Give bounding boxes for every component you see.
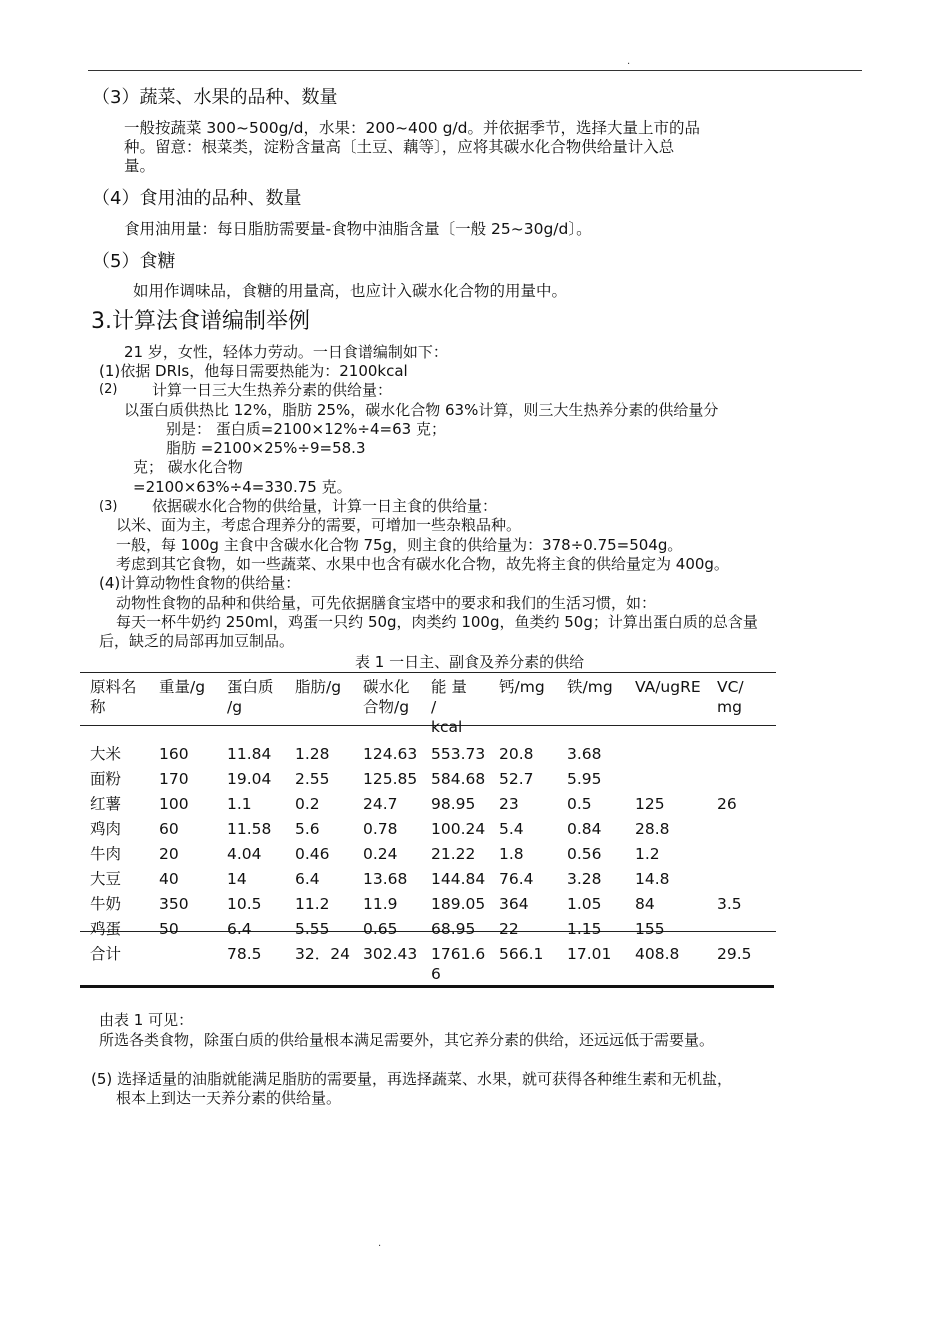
- table-cell: 3.28: [567, 870, 602, 888]
- example-step-3-text: 依据碳水化合物的供给量，计算一日主食的供给量：: [152, 497, 498, 515]
- table-cell: 0.46: [295, 845, 330, 863]
- table-cell: 76.4: [499, 870, 534, 888]
- table-cell: 11.9: [363, 895, 398, 913]
- table-total-cell: 29.5: [717, 945, 752, 963]
- example-line-6: 脂肪 =2100×25%÷9=58.3: [166, 439, 366, 457]
- table-header-cell: 合物/g: [363, 698, 410, 716]
- table-cell: 28.8: [635, 820, 670, 838]
- example-line-10: 以米、面为主，考虑合理养分的需要，可增加一些杂粮品种。: [116, 516, 522, 534]
- table-cell: 0.5: [567, 795, 592, 813]
- table-cell: 20.8: [499, 745, 534, 763]
- table-cell: 大豆: [90, 870, 122, 888]
- table-total-cell: 78.5: [227, 945, 262, 963]
- table-cell: 3.5: [717, 895, 742, 913]
- header-rule: [88, 70, 862, 71]
- table-cell: 0.2: [295, 795, 320, 813]
- example-line-15: 每天一杯牛奶约 250ml，鸡蛋一只约 50g，肉类约 100g，鱼类约 50g；计算出蛋白质的总含量: [116, 613, 758, 631]
- table-total-cell: 408.8: [635, 945, 680, 963]
- example-line-2: (1)依据 DRIs，他每日需要热能为：2100kcal: [99, 362, 408, 380]
- table-cell: 6.4: [295, 870, 320, 888]
- table-cell: 20: [159, 845, 179, 863]
- table-header-cell: 脂肪/g: [295, 678, 342, 696]
- example-line-14: 动物性食物的品种和供给量，可先依据膳食宝塔中的要求和我们的生活习惯，如：: [116, 594, 657, 612]
- table-cell: 124.63: [363, 745, 418, 763]
- step-5-line-2: 根本上到达一天养分素的供给量。: [116, 1089, 342, 1107]
- table-cell: 4.04: [227, 845, 262, 863]
- table-cell: 1.1: [227, 795, 252, 813]
- table-cell: 170: [159, 770, 189, 788]
- table-cell: 364: [499, 895, 529, 913]
- table-header-cell: 蛋白质: [227, 678, 274, 696]
- table-cell: 1.15: [567, 920, 602, 938]
- table-cell: 14.8: [635, 870, 670, 888]
- table-cell: 100.24: [431, 820, 486, 838]
- table-cell: 13.68: [363, 870, 408, 888]
- section-4-line-1: 食用油用量：每日脂肪需要量-食物中油脂含量〔一般 25~30g/d〕。: [124, 220, 592, 238]
- table-cell: 1.8: [499, 845, 524, 863]
- table-cell: 125.85: [363, 770, 418, 788]
- table-cell: 6.4: [227, 920, 252, 938]
- table-total-cell: 32．24: [295, 945, 350, 963]
- table-cell: 11.58: [227, 820, 272, 838]
- table-cell: 100: [159, 795, 189, 813]
- table-cell: 面粉: [90, 770, 122, 788]
- table-cell: 98.95: [431, 795, 476, 813]
- table-header-cell: 称: [90, 698, 106, 716]
- table-total-cell: 6: [431, 965, 441, 983]
- table-total-cell: 566.1: [499, 945, 544, 963]
- table-header-cell: /: [431, 698, 437, 716]
- example-line-8: =2100×63%÷4=330.75 克。: [133, 478, 352, 496]
- table-cell: 0.78: [363, 820, 398, 838]
- table-total-cell: 302.43: [363, 945, 418, 963]
- table-cell: 26: [717, 795, 737, 813]
- table-cell: 68.95: [431, 920, 476, 938]
- table-header-cell: 重量/g: [159, 678, 206, 696]
- conclusion-line-2: 所选各类食物，除蛋白质的供给量根本满足需要外，其它养分素的供给，还远远低于需要量。: [99, 1031, 715, 1049]
- table-total-cell: 合计: [90, 945, 122, 963]
- header-dot: .: [627, 56, 631, 67]
- example-line-1: 21 岁，女性，轻体力劳动。一日食谱编制如下：: [124, 343, 448, 361]
- step-5-line-1: (5) 选择适量的油脂就能满足脂肪的需要量，再选择蔬菜、水果，就可获得各种维生素和无机盐，: [91, 1070, 733, 1088]
- table-cell: 0.65: [363, 920, 398, 938]
- table-cell: 50: [159, 920, 179, 938]
- example-line-7: 克； 碳水化合物: [133, 458, 243, 476]
- table-cell: 40: [159, 870, 179, 888]
- conclusion-line-1: 由表 1 可见：: [99, 1011, 194, 1029]
- table-header-cell: /g: [227, 698, 243, 716]
- table-cell: 1.05: [567, 895, 602, 913]
- table-cell: 5.95: [567, 770, 602, 788]
- table-cell: 155: [635, 920, 665, 938]
- table-total-cell: 17.01: [567, 945, 612, 963]
- table-total-cell: 1761.6: [431, 945, 486, 963]
- table-cell: 23: [499, 795, 519, 813]
- table-cell: 牛肉: [90, 845, 122, 863]
- example-line-5: 别是： 蛋白质=2100×12%÷4=63 克；: [166, 420, 446, 438]
- table-cell: 0.56: [567, 845, 602, 863]
- main-heading: 3.计算法食谱编制举例: [91, 309, 310, 334]
- footer-dot: .: [378, 1238, 382, 1249]
- table-cell: 553.73: [431, 745, 486, 763]
- section-3-line-2: 种。留意：根菜类，淀粉含量高〔土豆、藕等〕，应将其碳水化合物供给量计入总: [124, 138, 675, 156]
- table-cell: 24.7: [363, 795, 398, 813]
- table-cell: 125: [635, 795, 665, 813]
- table-cell: 牛奶: [90, 895, 122, 913]
- table-cell: 1.2: [635, 845, 660, 863]
- table-cell: 22: [499, 920, 519, 938]
- section-5-line-1: 如用作调味品，食糖的用量高，也应计入碳水化合物的用量中。: [133, 282, 568, 300]
- table-cell: 5.6: [295, 820, 320, 838]
- example-step-2-number: (2): [99, 382, 118, 397]
- table-cell: 0.84: [567, 820, 602, 838]
- table-cell: 鸡蛋: [90, 920, 122, 938]
- table-cell: 红薯: [90, 795, 122, 813]
- table-cell: 584.68: [431, 770, 486, 788]
- table-cell: 350: [159, 895, 189, 913]
- example-line-12: 考虑到其它食物，如一些蔬菜、水果中也含有碳水化合物，故先将主食的供给量定为 400g。: [116, 555, 729, 573]
- example-line-11: 一般，每 100g 主食中含碳水化合物 75g，则主食的供给量为：378÷0.75=504g。: [116, 536, 683, 554]
- table-header-cell: 钙/mg: [499, 678, 545, 696]
- example-line-4: 以蛋白质供热比 12%，脂肪 25%，碳水化合物 63%计算，则三大生热养分素的供给量分: [124, 401, 719, 419]
- table-cell: 3.68: [567, 745, 602, 763]
- table-cell: 大米: [90, 745, 122, 763]
- section-5-heading: （5）食糖: [92, 251, 176, 272]
- table-cell: 19.04: [227, 770, 272, 788]
- table-cell: 11.2: [295, 895, 330, 913]
- example-step-2-text: 计算一日三大生热养分素的供给量：: [152, 381, 393, 399]
- table-top-rule: [80, 672, 776, 673]
- example-line-16: 后，缺乏的局部再加豆制品。: [99, 632, 295, 650]
- section-3-heading: （3）蔬菜、水果的品种、数量: [92, 87, 338, 108]
- table-cell: 5.55: [295, 920, 330, 938]
- table-cell: 60: [159, 820, 179, 838]
- table-header-rule: [80, 725, 776, 726]
- table-header-cell: VC/: [717, 678, 744, 696]
- table-total-rule: [80, 931, 776, 932]
- table-cell: 52.7: [499, 770, 534, 788]
- table-caption: 表 1 一日主、副食及养分素的供给: [355, 653, 585, 671]
- table-cell: 鸡肉: [90, 820, 122, 838]
- example-line-13: (4)计算动物性食物的供给量：: [99, 574, 301, 592]
- table-cell: 10.5: [227, 895, 262, 913]
- section-3-line-1: 一般按蔬菜 300~500g/d，水果：200~400 g/d。并依据季节，选择大量上市的品: [124, 119, 700, 137]
- table-header-cell: 碳水化: [363, 678, 410, 696]
- table-cell: 2.55: [295, 770, 330, 788]
- table-header-cell: kcal: [431, 718, 463, 736]
- section-4-heading: （4）食用油的品种、数量: [92, 188, 302, 209]
- table-cell: 84: [635, 895, 655, 913]
- table-header-cell: mg: [717, 698, 742, 716]
- table-cell: 0.24: [363, 845, 398, 863]
- table-header-cell: 原料名: [90, 678, 137, 696]
- table-header-cell: VA/ugRE: [635, 678, 701, 696]
- table-cell: 144.84: [431, 870, 486, 888]
- table-cell: 5.4: [499, 820, 524, 838]
- table-cell: 11.84: [227, 745, 272, 763]
- table-header-cell: 铁/mg: [567, 678, 613, 696]
- table-cell: 1.28: [295, 745, 330, 763]
- table-bottom-rule: [80, 985, 774, 988]
- table-cell: 189.05: [431, 895, 486, 913]
- table-cell: 21.22: [431, 845, 476, 863]
- table-cell: 160: [159, 745, 189, 763]
- table-cell: 14: [227, 870, 247, 888]
- example-step-3-number: (3): [99, 499, 118, 514]
- section-3-line-3: 量。: [124, 157, 156, 175]
- table-header-cell: 能 量: [431, 678, 467, 696]
